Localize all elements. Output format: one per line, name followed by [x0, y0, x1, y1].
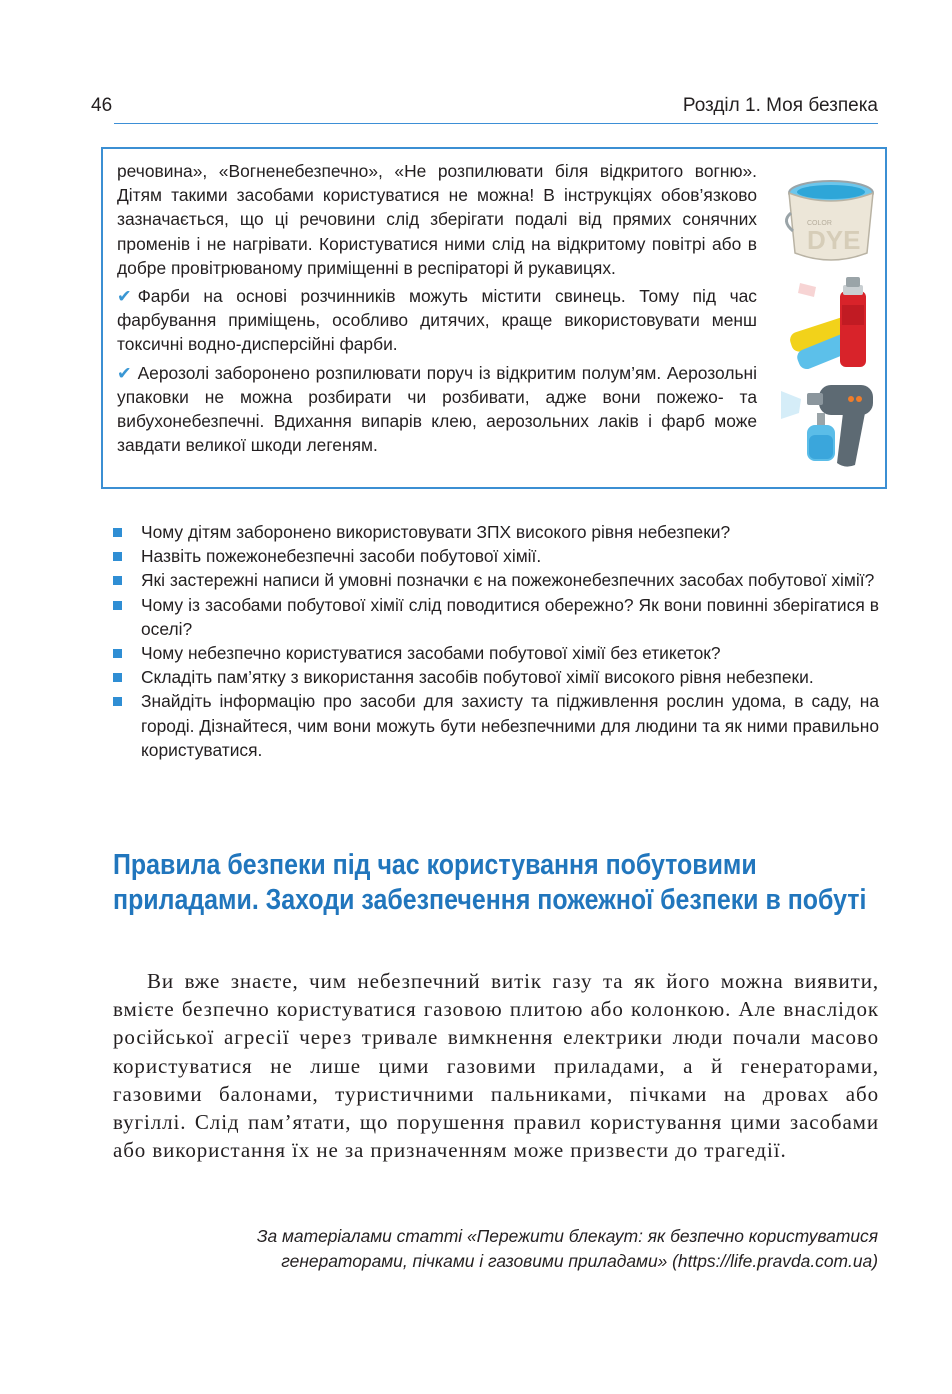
- paint-bucket-icon: [783, 177, 879, 265]
- question-text: Чому дітям заборонено використовувати ЗПХ високого рівня небезпеки?: [141, 522, 731, 542]
- section-title: Правила безпеки під час користування побутовими приладами. Заходи забезпечення пожежної безпеки в побуті: [113, 849, 867, 916]
- square-bullet-icon: [113, 697, 122, 706]
- question-list: [113, 520, 879, 762]
- source-citation: За матеріалами статті «Пережити блекаут: як безпечно користуватися генераторами, пічками і газовими приладами» (https://life.pravda.com.ua): [256, 1226, 878, 1271]
- question-text: Які застережні написи й умовні позначки є на пожежонебезпечних засобах побутової хімії?: [141, 570, 875, 591]
- question-item: [113, 593, 879, 641]
- body-paragraph: Ви вже знаєте, чим небезпечний витік газу та як його можна виявити, вмієте безпечно користуватися газовою плитою або колонкою. Але внаслідок російської агресії через тривале вимкнення електрики люди почали масово користуватися не лише цими газовими приладами, а й генераторами, газовими балонами, туристичними пальниками, пічками на дровах або вугіллі. Слід пам’ятати, що порушення правил користування цими засобами або використання їх не за призначенням може призвести до трагедії.: [113, 969, 879, 1163]
- info-paragraph: речовина», «Вогненебезпечно», «Не розпилювати біля відкритого вогню». Дітям такими засобами користуватися не можна! В інструкціях обов’язково зазначається, що ці речовини слід зберігати подалі від прямих сонячних променів і не нагрівати. Користуватися ними слід на відкритому повітрі або в добре провітрюваному приміщенні в респіраторі й рукавицях.: [117, 161, 757, 278]
- paint-can-small-label: COLOR: [807, 220, 832, 227]
- info-paragraph-checked: [117, 284, 757, 357]
- page-number: 46: [91, 95, 113, 116]
- question-text: Чому небезпечно користуватися засобами побутової хімії без етикеток?: [141, 643, 721, 664]
- question-item: [113, 689, 879, 762]
- square-bullet-icon: [113, 552, 122, 561]
- question-text: Назвіть пожежонебезпечні засоби побутової хімії.: [141, 546, 542, 567]
- checkmark-icon: ✔: [117, 362, 132, 383]
- square-bullet-icon: [113, 649, 122, 658]
- spray-gun-icon: [779, 379, 883, 475]
- question-text: Складіть пам’ятку з використання засобів побутової хімії високого рівня небезпеки.: [141, 667, 814, 688]
- paint-can-label: DYE: [807, 225, 861, 255]
- question-item: [113, 641, 879, 665]
- info-paragraph-text: Фарби на основі розчинників можуть містити свинець. Тому під час фарбування приміщень, особливо дитячих, краще використовувати менш токсичні водно-дисперсійні фарби.: [117, 286, 757, 355]
- square-bullet-icon: [113, 673, 122, 682]
- info-box: [101, 147, 887, 489]
- info-paragraph-checked: [117, 361, 757, 458]
- spray-cans-icon: [786, 275, 886, 371]
- square-bullet-icon: [113, 576, 122, 585]
- question-item: [113, 665, 879, 689]
- square-bullet-icon: [113, 528, 122, 537]
- section-body: [113, 967, 879, 1164]
- header-rule: [114, 123, 878, 124]
- running-header: Розділ 1. Моя безпека: [682, 95, 878, 116]
- question-text: Знайдіть інформацію про засоби для захисту та підживлення рослин удома, в саду, на городі. Дізнайтеся, чим вони можуть бути небезпечними для людини та як ними правильно користуватися.: [141, 691, 879, 760]
- square-bullet-icon: [113, 601, 122, 610]
- info-paragraph-text: Аерозолі заборонено розпилювати поруч із відкритим полум’ям. Аерозольні упаковки не можна розбирати чи розбивати, адже вони пожежо- та вибухонебезпечні. Вдихання випарів клею, аерозольних лаків і фарб може завдати великої шкоди легеням.: [117, 362, 757, 456]
- info-box-text: [117, 159, 757, 461]
- checkmark-icon: ✔: [117, 286, 132, 307]
- question-item: [113, 520, 879, 544]
- question-item: [113, 544, 879, 568]
- question-item: [113, 568, 879, 592]
- question-text: Чому із засобами побутової хімії слід поводитися обережно? Як вони повинні зберігатися в оселі?: [141, 594, 879, 639]
